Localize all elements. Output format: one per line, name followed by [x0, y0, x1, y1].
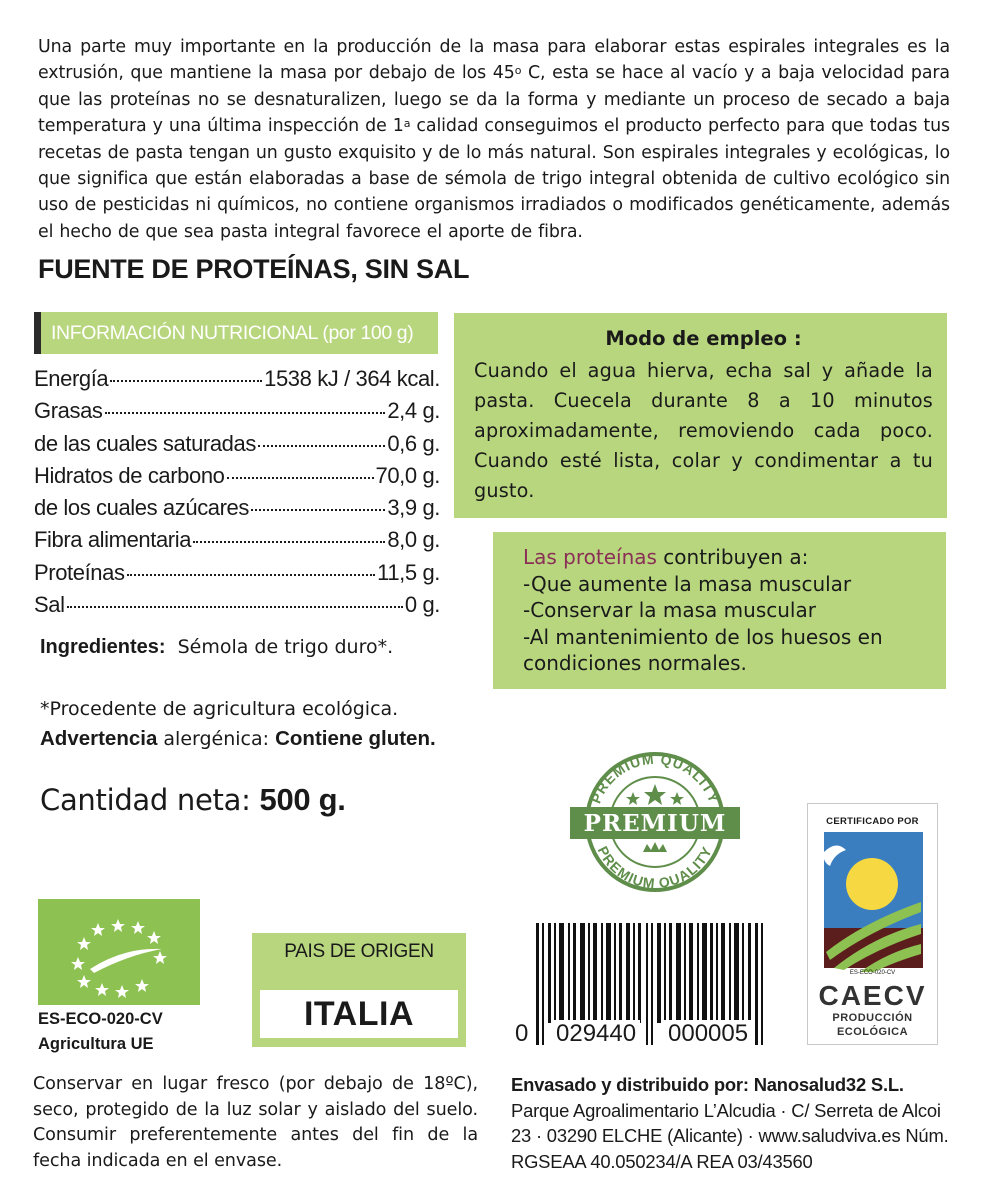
organic-note: *Procedente de agricultura ecológica.: [40, 698, 399, 720]
usage-title: Modo de empleo :: [605, 327, 802, 350]
seal-top-text: PREMIUM QUALITY: [587, 752, 723, 806]
protein-intro: Las proteínas contribuyen a:: [523, 545, 809, 569]
nutrition-header: INFORMACIÓN NUTRICIONAL (por 100 g): [34, 312, 438, 354]
caecv-logo-icon: [824, 832, 923, 972]
protein-claims: [493, 532, 946, 689]
crown-icon: [643, 842, 667, 852]
protein-item: -Al mantenimiento de los huesos en condiciones normales.: [523, 624, 883, 675]
headline: FUENTE DE PROTEÍNAS, SIN SAL: [38, 254, 470, 284]
nutrition-row: Hidratos de carbono 70,0 g.: [34, 462, 440, 488]
eu-organic-code: ES-ECO-020-CV: [38, 1010, 163, 1028]
eu-organic-leaf-icon: [38, 899, 200, 1005]
nutrition-row: Energía 1538 kJ / 364 kcal.: [34, 366, 440, 391]
origin-country: ITALIA: [258, 988, 460, 1040]
net-quantity: Cantidad neta: 500 g.: [40, 782, 346, 817]
caecv-subtitle: PRODUCCIÓN ECOLÓGICA: [832, 1012, 913, 1038]
distributor-info: Envasado y distribuido por: Nanosalud32 S.L. Parque Agroalimentario L’Alcudia · C/ Serreta de Alcoi 23 · 03290 ELCHE (Alicante) · www.saludviva.es Núm. RGSEAA 40.050234/A REA 03/43560: [511, 1074, 949, 1172]
usage-text: Cuando el agua hierva, echa sal y añade la pasta. Cuecela durante 8 a 10 minutos aproximadamente, removiendo cada poco. Cuando esté lista, colar y condimentar a tu gusto.: [474, 359, 933, 502]
star-icon: [626, 784, 684, 805]
nutrition-row: Grasas 2,4 g.: [34, 398, 440, 424]
nutrition-row: de los cuales azúcares 3,9 g.: [34, 495, 440, 521]
caecv-top-text: CERTIFICADO POR: [826, 816, 919, 827]
origin-title: PAIS DE ORIGEN: [284, 941, 434, 962]
nutrition-table: [34, 366, 440, 624]
caecv-name: CAECV: [818, 980, 927, 1011]
nutrition-row: Proteínas 11,5 g.: [34, 559, 440, 585]
protein-item: -Conservar la masa muscular: [523, 598, 816, 622]
allergen-warning: Advertencia alergénica: Contiene gluten.: [40, 727, 436, 750]
nutrition-row: Fibra alimentaria 8,0 g.: [34, 527, 440, 553]
premium-quality-seal-icon: [566, 752, 744, 892]
usage-box: [454, 313, 947, 518]
storage-instructions: Conservar en lugar fresco (por debajo de 18ºC), seco, protegido de la luz solar y aislado del suelo. Consumir preferentemente antes del fin de la fecha indicada en el envase.: [33, 1074, 478, 1171]
eu-organic-label: Agricultura UE: [38, 1035, 154, 1053]
country-of-origin: [252, 933, 466, 1047]
product-description: Una parte muy importante en la producción de la masa para elaborar estas espirales integrales es la extrusión, que mantiene la masa por debajo de los 45$^o$ C, esta se hace al vacío y a baja velocidad para que las proteínas no se desnaturalizen, luego se da la forma y mediante un proceso de secado a baja temperatura y una última inspección de 1$^a$ calidad conseguimos el producto perfecto para que todas tus recetas de pasta tengan un gusto exquisito y de lo más natural. Son espirales integrales y ecológicas, lo que significa que están elaboradas a base de sémola de trigo integral obtenida de cultivo ecológico sin uso de pesticidas ni químicos, no contiene organismos irradiados o modificados genéticamente, además el hecho de que sea pasta integral favorece el aporte de fibra.: [38, 37, 951, 242]
nutrition-row: Sal 0 g.: [34, 592, 440, 618]
caecv-code: ES-ECO-020-CV: [849, 970, 896, 976]
ingredients: Ingredientes: Sémola de trigo duro*.: [40, 636, 394, 658]
protein-item: -Que aumente la masa muscular: [523, 571, 852, 596]
nutrition-row: de las cuales saturadas 0,6 g.: [34, 430, 440, 456]
caecv-certification: [807, 803, 938, 1045]
seal-bottom-text: PREMIUM QUALITY: [594, 843, 716, 892]
seal-center-text: PREMIUM: [583, 810, 727, 837]
